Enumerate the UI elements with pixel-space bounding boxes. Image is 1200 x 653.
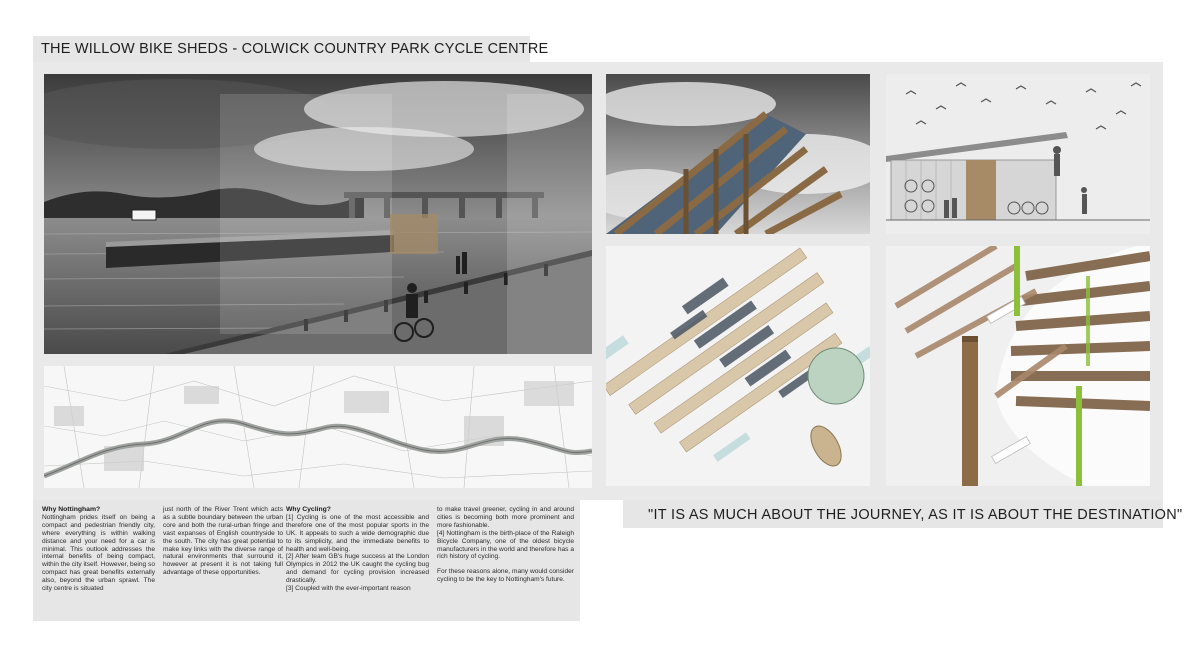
text-column-1 [42,506,155,593]
cycling-point-1: [1] Cycling is one of the most accessible and therefore one of the most popular sports in the UK. It appeals to such a wide demographic due to its simplicity, and the immediate benefits to health and well-being. [286,513,429,553]
page-title: THE WILLOW BIKE SHEDS - COLWICK COUNTRY PARK CYCLE CENTRE [41,41,549,57]
trent-river-map [44,366,592,488]
quote-bar [623,500,1183,528]
cycling-point-3: [3] Coupled with the ever-important reason [286,585,411,593]
cycling-point-2: [2] After team GB's huge success at the London Olympics in 2012 the UK caught the cycling bug and demand for cycling provision increased drastically. [286,553,429,585]
cycling-point-4: [4] Nottingham is the birth-place of the Raleigh Bicycle Company, one of the oldest bicycle manufacturers in the world and therefore has a rich history of cycling. [437,529,574,561]
journey-quote: "IT IS AS MUCH ABOUT THE JOURNEY, AS IT IS ABOUT THE DESTINATION" [648,507,1183,523]
cycling-point-3-cont: to make travel greener, cycling in and around cities is becoming both more prominent and more fashionable. [437,506,574,529]
cycling-conclusion: For these reasons alone, many would consider cycling to be the key to Nottingham's future. [437,568,574,584]
text-column-2 [163,506,283,577]
nottingham-body-cont: just north of the River Trent which acts as a subtle boundary between the urban core and both the rural-urban fringe and vast expanses of English countryside to the south. The city has great potential to make key links with the diverse range of natural environments that surround it, however at present it is not taking full advantage of these opportunities. [163,506,283,577]
cycling-heading: Why Cycling? [286,506,331,513]
text-column-4 [437,506,574,584]
title-bar [33,36,549,62]
text-column-3 [286,506,429,593]
nottingham-body: Nottingham prides itself on being a compact and pedestrian friendly city, where everything is within walking distance and your need for a car is minimal. This outlook addresses the internal benefits of being compact, within the city itself. However, being so compact has great benefits externally also, beyond the urban sprawl. The city centre is situated [42,513,155,593]
nottingham-heading: Why Nottingham? [42,506,101,513]
description-panel [33,500,580,621]
site-plan-axonometric [606,246,870,486]
bike-shed-elevation [886,74,1150,234]
timber-slat-detail [886,246,1150,486]
timber-canopy-render [606,74,870,234]
river-trent-photo [44,74,592,354]
